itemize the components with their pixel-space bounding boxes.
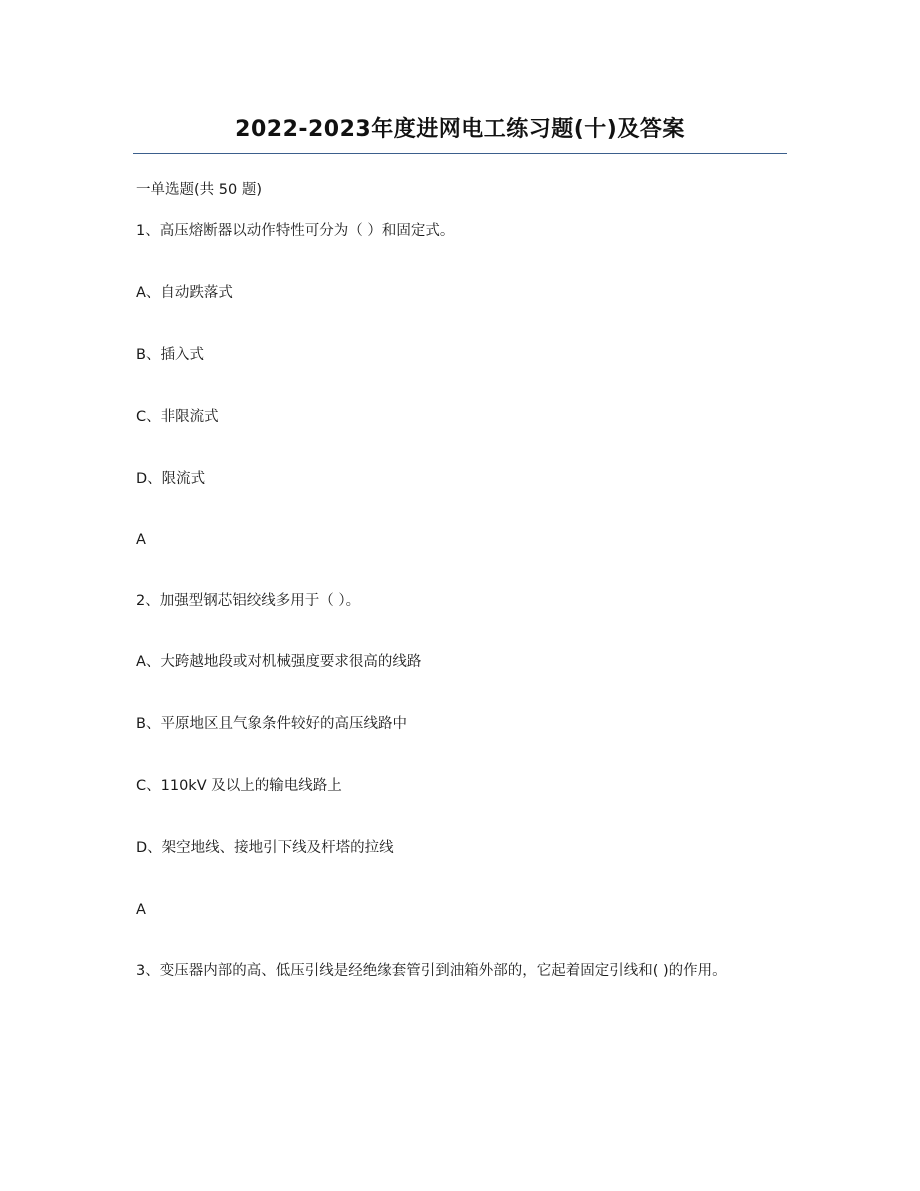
document-title: 2022-2023年度进网电工练习题(十)及答案 [235, 117, 685, 142]
question-2-answer: A [136, 902, 146, 918]
question-1-option-d: D、限流式 [136, 471, 206, 487]
section-heading: 一单选题(共 50 题) [136, 182, 262, 198]
question-1-option-c: C、非限流式 [136, 409, 219, 425]
question-2-option-c: C、110kV 及以上的输电线路上 [136, 778, 342, 794]
question-1-option-a: A、自动跌落式 [136, 285, 233, 301]
question-1-stem: 1、高压熔断器以动作特性可分为（ ）和固定式。 [136, 223, 455, 239]
question-1-answer: A [136, 532, 146, 548]
question-3-stem: 3、变压器内部的高、低压引线是经绝缘套管引到油箱外部的，它起着固定引线和( )的作用。 [136, 963, 727, 979]
question-2-stem: 2、加强型钢芯铝绞线多用于（ ）。 [136, 593, 361, 609]
question-2-option-a: A、大跨越地段或对机械强度要求很高的线路 [136, 654, 422, 670]
question-2-option-d: D、架空地线、接地引下线及杆塔的拉线 [136, 840, 394, 856]
question-1-option-b: B、插入式 [136, 347, 204, 363]
title-underline [133, 153, 787, 154]
question-2-option-b: B、平原地区且气象条件较好的高压线路中 [136, 716, 407, 732]
